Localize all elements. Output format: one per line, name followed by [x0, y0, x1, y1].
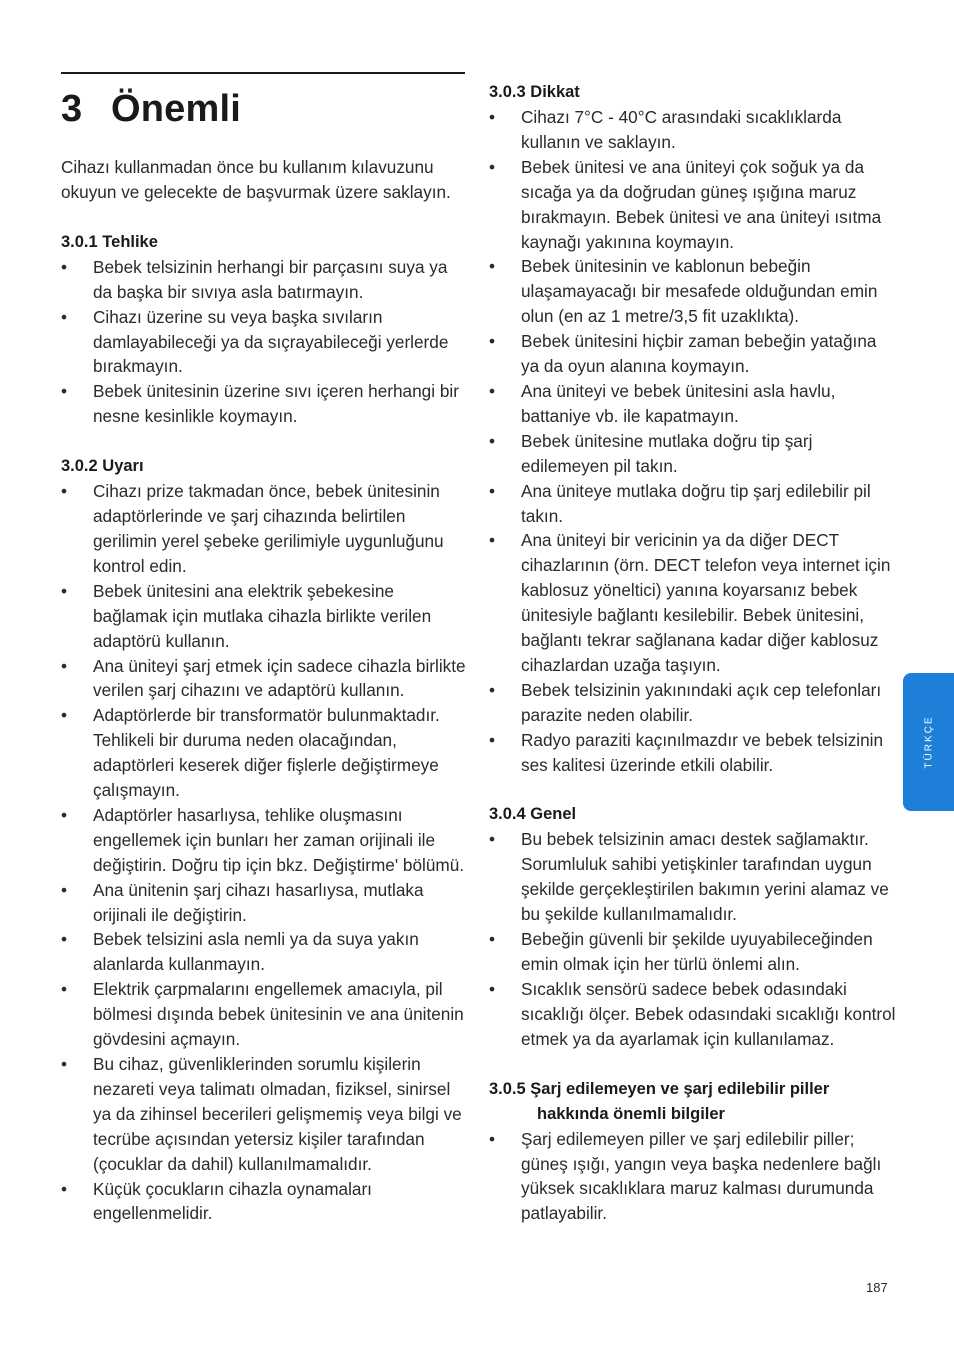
- list-item: [489, 479, 899, 529]
- list-item: [61, 255, 471, 305]
- list-item-text: Cihazı prize takmadan önce, bebek ünitesinin adaptörlerinde ve şarj cihazında belirtilen gerilimin yerel şebeke gerilimiyle uygunluğunu kontrol edin.: [93, 481, 444, 576]
- list-item-text: Cihazı 7°C - 40°C arasındaki sıcaklıklarda kullanın ve saklayın.: [521, 107, 842, 152]
- list-item-text: Ana ünitenin şarj cihazı hasarlıysa, mutlaka orijinali ile değiştirin.: [93, 879, 424, 925]
- list-item: [61, 803, 471, 878]
- list-item: [489, 927, 899, 977]
- list-item-text: Adaptörler hasarlıysa, tehlike oluşmasını engellemek için bunları her zaman orijinali ile değiştirin. Doğru tip için bkz. Değiştirme' bölümü.: [93, 804, 465, 875]
- bullet-icon: •: [61, 804, 68, 825]
- list-item-text: Ana üniteyi bir vericinin ya da diğer DECT cihazlarının (örn. DECT telefon veya internet için kablosuz yöneltici) yanına koyarsanız bebek ünitesiyle bağlantı kesilebilir. Bebek ünitesini, bağlantı tekrar sağlanana kadar diğer kablosuz cihazlardan uzağa taşıyın.: [521, 530, 891, 675]
- list-item-text: Bebek ünitesine mutlaka doğru tip şarj edilemeyen pil takın.: [521, 430, 813, 476]
- section-heading: 3.0.3 Dikkat: [489, 83, 580, 101]
- list-item: [489, 429, 899, 479]
- bullet-icon: •: [489, 380, 496, 401]
- chapter-title: [61, 88, 241, 131]
- bullet-icon: •: [61, 705, 68, 726]
- list-item: [61, 927, 471, 977]
- chapter-rule: [61, 72, 465, 74]
- bullet-icon: •: [489, 679, 496, 700]
- chapter-title-text: Önemli: [111, 88, 242, 130]
- bullet-icon: •: [61, 1178, 68, 1199]
- list-item-text: Bebek ünitesini hiçbir zaman bebeğin yatağına ya da oyun alanına koymayın.: [521, 331, 877, 377]
- bullet-list: [489, 1127, 899, 1227]
- list-item: [61, 379, 471, 429]
- bullet-icon: •: [489, 978, 496, 999]
- list-item-text: Şarj edilemeyen piller ve şarj edilebilir piller; güneş ışığı, yangın veya başka nedenlere bağlı yüksek sıcaklıklara maruz kalması durumunda patlayabilir.: [521, 1128, 882, 1224]
- section-piller: [489, 1077, 899, 1227]
- language-tab-label: TÜRKÇE: [923, 715, 934, 769]
- list-item-text: Bebek telsizinin herhangi bir parçasını suya ya da başka bir sıvıya asla batırmayın.: [93, 256, 448, 302]
- bullet-icon: •: [61, 580, 68, 601]
- list-item: [61, 654, 471, 704]
- bullet-icon: •: [61, 929, 68, 950]
- bullet-list: [489, 827, 899, 1051]
- section-dikkat: [489, 80, 899, 777]
- chapter-number: 3: [61, 88, 83, 130]
- bullet-icon: •: [489, 107, 496, 127]
- list-item: [61, 977, 471, 1052]
- list-item-text: Elektrik çarpmalarını engellemek amacıyla, pil bölmesi dışında bebek ünitesinin ve ana ünitenin gövdesini açmayın.: [93, 979, 464, 1050]
- list-item-text: Bebek ünitesini ana elektrik şebekesine bağlamak için mutlaka cihazla birlikte verilen adaptörü kullanın.: [93, 580, 432, 651]
- list-item-text: Bebek ünitesinin üzerine sıvı içeren herhangi bir nesne kesinlikle koymayın.: [93, 381, 459, 427]
- section-heading: 3.0.2 Uyarı: [61, 457, 144, 476]
- list-item: [489, 105, 899, 155]
- list-item-text: Bu cihaz, güvenliklerinden sorumlu kişilerin nezareti veya talimatı olmadan, fiziksel, sinirsel ya da zihinsel becerileri gelişmemiş veya bilgi ve tecrübe açısından yetersiz kişiler tarafından (çocuklar da dahil) kullanılmamalıdır.: [93, 1054, 462, 1174]
- bullet-list: [61, 479, 471, 1226]
- list-item-text: Bebek telsizinin yakınındaki açık cep telefonları parazite neden olabilir.: [521, 679, 882, 725]
- list-item-text: Adaptörlerde bir transformatör bulunmaktadır. Tehlikeli bir duruma neden olacağından, adaptörleri keserek diğer fişlerle değiştirmeye çalışmayın.: [93, 705, 440, 801]
- list-item: [489, 155, 899, 255]
- section-tehlike: [61, 230, 471, 429]
- list-item: [61, 305, 471, 380]
- bullet-icon: •: [61, 1054, 68, 1074]
- list-item: [61, 579, 471, 654]
- list-item-text: Ana üniteye mutlaka doğru tip şarj edilebilir pil takın.: [521, 480, 871, 526]
- bullet-icon: •: [489, 331, 496, 352]
- list-item: [489, 254, 899, 329]
- list-item: [61, 1177, 471, 1227]
- list-item: [489, 827, 899, 927]
- list-item: [489, 379, 899, 429]
- bullet-icon: •: [61, 979, 68, 1000]
- bullet-icon: •: [489, 929, 496, 950]
- list-item-text: Bebek telsizini asla nemli ya da suya yakın alanlarda kullanmayın.: [93, 929, 419, 975]
- bullet-list: [489, 105, 899, 777]
- section-genel: [489, 802, 899, 1051]
- list-item-text: Küçük çocukların cihazla oynamaları engellenmelidir.: [93, 1178, 372, 1224]
- list-item-text: Ana üniteyi ve bebek ünitesini asla havlu, battaniye vb. ile kapatmayın.: [521, 380, 836, 426]
- list-item-text: Bu bebek telsizinin amacı destek sağlamaktır. Sorumluluk sahibi yetişkinler tarafından uygun şekilde gerçekleştirilen bakımın yerini alamaz ve bu şekilde kullanılmamalıdır.: [521, 829, 889, 925]
- list-item: [61, 703, 471, 803]
- bullet-icon: •: [489, 256, 496, 277]
- list-item: [489, 528, 899, 677]
- section-heading: 3.0.5 Şarj edilemeyen ve şarj edilebilir piller hakkında önemli bilgiler: [489, 1079, 830, 1123]
- list-item-text: Ana üniteyi şarj etmek için sadece cihazla birlikte verilen şarj cihazını ve adaptörü kullanın.: [93, 655, 466, 701]
- right-column: [489, 80, 899, 1251]
- bullet-icon: •: [489, 729, 496, 750]
- section-heading: 3.0.1 Tehlike: [61, 232, 158, 251]
- bullet-icon: •: [489, 1128, 496, 1149]
- list-item-text: Cihazı üzerine su veya başka sıvıların damlayabileceği ya da sıçrayabileceği yerlerde bırakmayın.: [93, 306, 449, 377]
- bullet-icon: •: [489, 530, 496, 551]
- list-item: [489, 329, 899, 379]
- list-item: [489, 678, 899, 728]
- section-heading: 3.0.4 Genel: [489, 805, 577, 824]
- bullet-icon: •: [61, 256, 68, 277]
- list-item: [489, 1127, 899, 1227]
- list-item: [61, 479, 471, 579]
- list-item: [61, 1052, 471, 1177]
- left-column: [61, 155, 471, 1251]
- list-item: [489, 728, 899, 778]
- list-item-text: Sıcaklık sensörü sadece bebek odasındaki sıcaklığı ölçer. Bebek odasındaki sıcaklığı kontrol etmek ya da ayarlamak için kullanılamaz.: [521, 978, 896, 1049]
- list-item: [489, 977, 899, 1052]
- bullet-icon: •: [61, 481, 68, 502]
- bullet-icon: •: [61, 306, 68, 327]
- language-tab: [903, 673, 954, 811]
- bullet-icon: •: [489, 430, 496, 451]
- intro-paragraph: Cihazı kullanmadan önce bu kullanım kılavuzunu okuyun ve gelecekte de başvurmak üzere saklayın.: [61, 157, 451, 202]
- page-number: 187: [866, 1280, 888, 1295]
- bullet-icon: •: [489, 480, 496, 501]
- list-item: [61, 878, 471, 928]
- list-item-text: Bebek ünitesi ve ana üniteyi çok soğuk ya da sıcağa ya da doğrudan güneş ışığına maruz bırakmayın. Bebek ünitesi ve ana üniteyi ısıtma kaynağı yakınına koymayın.: [521, 156, 882, 252]
- bullet-icon: •: [61, 879, 68, 900]
- bullet-icon: •: [61, 655, 68, 676]
- list-item-text: Bebeğin güvenli bir şekilde uyuyabileceğinden emin olmak için her türlü önlemi alın.: [521, 929, 873, 974]
- section-uyari: [61, 454, 471, 1226]
- bullet-icon: •: [61, 381, 68, 402]
- bullet-icon: •: [489, 156, 496, 177]
- bullet-icon: •: [489, 829, 496, 850]
- list-item-text: Bebek ünitesinin ve kablonun bebeğin ulaşamayacağı bir mesafede olduğundan emin olun (en az 1 metre/3,5 fit uzaklıkta).: [521, 256, 878, 327]
- bullet-list: [61, 255, 471, 429]
- list-item-text: Radyo paraziti kaçınılmazdır ve bebek telsizinin ses kalitesi üzerinde etkili olabilir.: [521, 729, 884, 775]
